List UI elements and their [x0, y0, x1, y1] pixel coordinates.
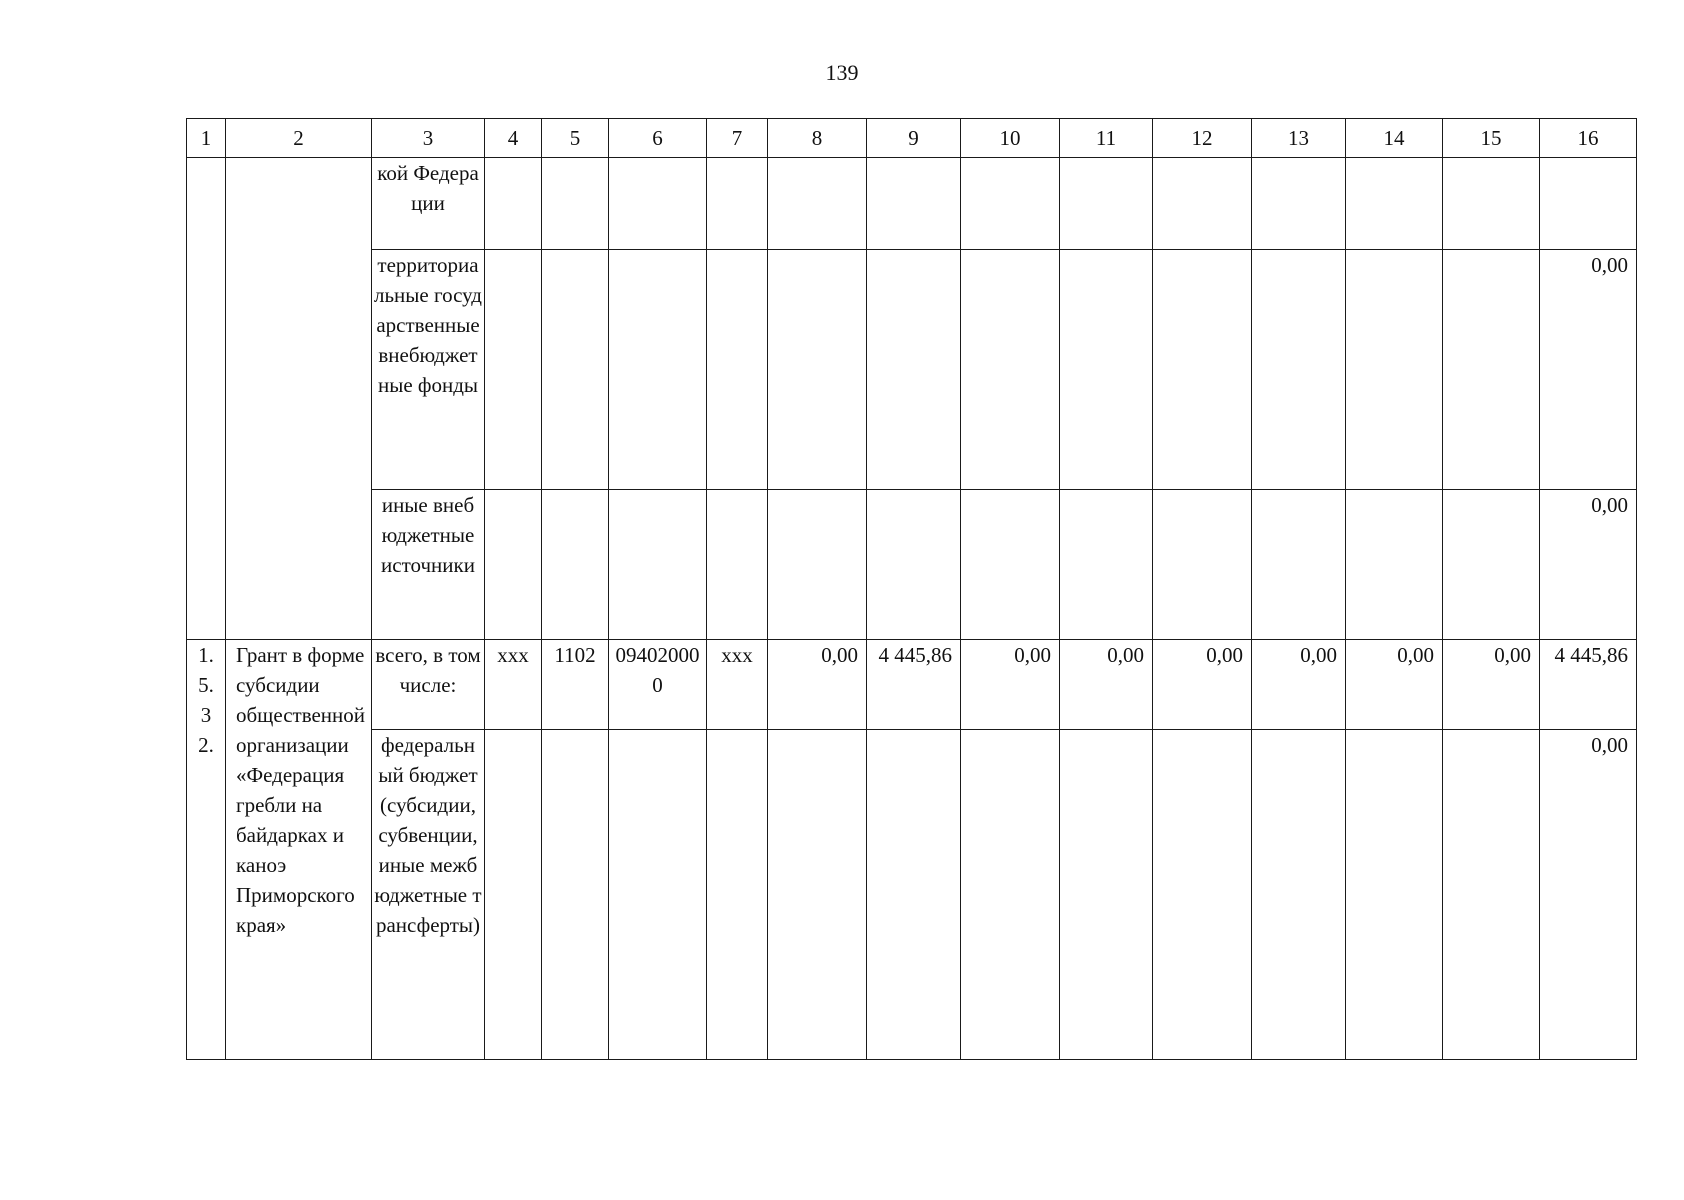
header-cell: 11: [1060, 119, 1153, 158]
table-row: [187, 250, 1637, 490]
code-cell: 1102: [542, 640, 609, 730]
header-cell: 6: [609, 119, 707, 158]
header-cell: 3: [372, 119, 485, 158]
header-cell: 10: [961, 119, 1060, 158]
header-cell: 12: [1153, 119, 1252, 158]
amount-cell: 0,00: [1252, 640, 1346, 730]
header-cell: 7: [707, 119, 768, 158]
page-number: 139: [825, 60, 859, 85]
header-cell: 14: [1346, 119, 1443, 158]
measure-index: 1. 5. 3 2.: [187, 640, 226, 1060]
total-cell: 0,00: [1540, 730, 1637, 1060]
header-cell: 4: [485, 119, 542, 158]
measure-name: Грант в форме субсидии общественной организации «Федерация гребли на байдарках и каноэ Приморского края»: [226, 640, 372, 1060]
source-cell: всего, в том числе:: [372, 640, 485, 730]
source-cell: территориальные государственные внебюджетные фонды: [372, 250, 485, 490]
name-cell-empty: [226, 158, 372, 640]
header-row: [187, 119, 1637, 158]
header-cell: 15: [1443, 119, 1540, 158]
code-cell: xxx: [485, 640, 542, 730]
header-cell: 16: [1540, 119, 1637, 158]
header-cell: 9: [867, 119, 961, 158]
table-row: [187, 158, 1637, 250]
index-cell-empty: [187, 158, 226, 640]
amount-cell: 0,00: [1153, 640, 1252, 730]
amount-cell: 4 445,86: [867, 640, 961, 730]
amount-cell: 0,00: [961, 640, 1060, 730]
amount-cell: 0,00: [1346, 640, 1443, 730]
table-row: [187, 730, 1637, 1060]
total-cell: [1540, 158, 1637, 250]
source-cell: кой Федерации: [372, 158, 485, 250]
total-cell: 4 445,86: [1540, 640, 1637, 730]
amount-cell: 0,00: [1443, 640, 1540, 730]
header-cell: 2: [226, 119, 372, 158]
total-cell: 0,00: [1540, 250, 1637, 490]
source-cell: иные внебюджетные источники: [372, 490, 485, 640]
source-cell: федеральный бюджет (субсидии, субвенции, иные межбюджетные трансферты): [372, 730, 485, 1060]
budget-table: [186, 118, 1637, 1060]
header-cell: 13: [1252, 119, 1346, 158]
header-cell: 5: [542, 119, 609, 158]
amount-cell: 0,00: [768, 640, 867, 730]
amount-cell: 0,00: [1060, 640, 1153, 730]
code-cell: 094020000: [609, 640, 707, 730]
code-cell: xxx: [707, 640, 768, 730]
header-cell: 1: [187, 119, 226, 158]
table-row: [187, 640, 1637, 730]
header-cell: 8: [768, 119, 867, 158]
total-cell: 0,00: [1540, 490, 1637, 640]
table-row: [187, 490, 1637, 640]
